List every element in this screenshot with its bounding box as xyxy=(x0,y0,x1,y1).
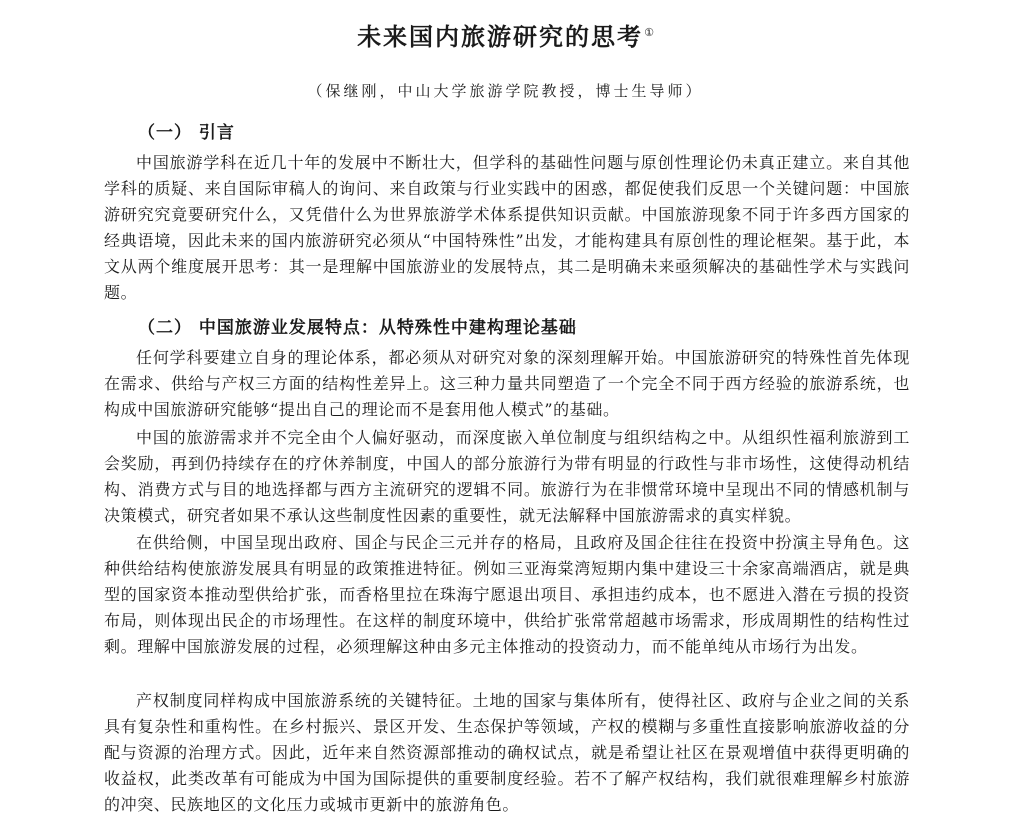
paragraph: 产权制度同样构成中国旅游系统的关键特征。土地的国家与集体所有，使得社区、政府与企业之间的关系具有复杂性和重构性。在乡村振兴、景区开发、生态保护等领域，产权的模糊与多重性直接影响旅游收益的分配与资源的治理方式。因此，近年来自然资源部推动的确权试点，就是希望让社区在景观增值中获得更明确的收益权，此类改革有可能成为中国为国际提供的重要制度经验。若不了解产权结构，我们就很难理解乡村旅游的冲突、民族地区的文化压力或城市更新中的旅游角色。 xyxy=(104,691,910,814)
paragraph: 中国的旅游需求并不完全由个人偏好驱动，而深度嵌入单位制度与组织结构之中。从组织性福利旅游到工会奖励，再到仍持续存在的疗休养制度，中国人的部分旅游行为带有明显的行政性与非市场性，这使得动机结构、消费方式与目的地选择都与西方主流研究的逻辑不同。旅游行为在非惯常环境中呈现出不同的情感机制与决策模式，研究者如果不承认这些制度性因素的重要性，就无法解释中国旅游需求的真实样貌。 xyxy=(104,428,910,525)
section-heading-introduction: （一） 引言 xyxy=(138,123,235,143)
page-title xyxy=(0,18,1011,52)
paragraph: 任何学科要建立自身的理论体系，都必须从对研究对象的深刻理解开始。中国旅游研究的特殊性首先体现在需求、供给与产权三方面的结构性差异上。这三种力量共同塑造了一个完全不同于西方经验的旅游系统，也构成中国旅游研究能够“提出自己的理论而不是套用他人模式”的基础。 xyxy=(104,348,910,419)
author-line: （保继刚，中山大学旅游学院教授，博士生导师） xyxy=(307,82,704,100)
paragraph: 在供给侧，中国呈现出政府、国企与民企三元并存的格局，且政府及国企往往在投资中扮演主导角色。这种供给结构使旅游发展具有明显的政策推进特征。例如三亚海棠湾短期内集中建设三十余家高端酒店，就是典型的国家资本推动型供给扩张，而香格里拉在珠海宁愿退出项目、承担违约成本，也不愿进入潜在亏损的投资布局，则体现出民企的市场理性。在这样的制度环境中，供给扩张常常超越市场需求，形成周期性的结构性过剩。理解中国旅游发展的过程，必须理解这种由多元主体推动的投资动力，而不能单纯从市场行为出发。 xyxy=(104,533,910,656)
title-text: 未来国内旅游研究的思考 xyxy=(357,23,644,51)
section-heading-characteristics: （二） 中国旅游业发展特点：从特殊性中建构理论基础 xyxy=(138,318,577,338)
paragraph: 中国旅游学科在近几十年的发展中不断壮大，但学科的基础性问题与原创性理论仍未真正建立。来自其他学科的质疑、来自国际审稿人的询问、来自政策与行业实践中的困惑，都促使我们反思一个关键问题：中国旅游研究究竟要研究什么，又凭借什么为世界旅游学术体系提供知识贡献。中国旅游现象不同于许多西方国家的经典语境，因此未来的国内旅游研究必须从“中国特殊性”出发，才能构建具有原创性的理论框架。基于此，本文从两个维度展开思考：其一是理解中国旅游业的发展特点，其二是明确未来亟须解决的基础性学术与实践问题。 xyxy=(104,153,910,302)
title-footnote-marker: ① xyxy=(644,26,654,39)
